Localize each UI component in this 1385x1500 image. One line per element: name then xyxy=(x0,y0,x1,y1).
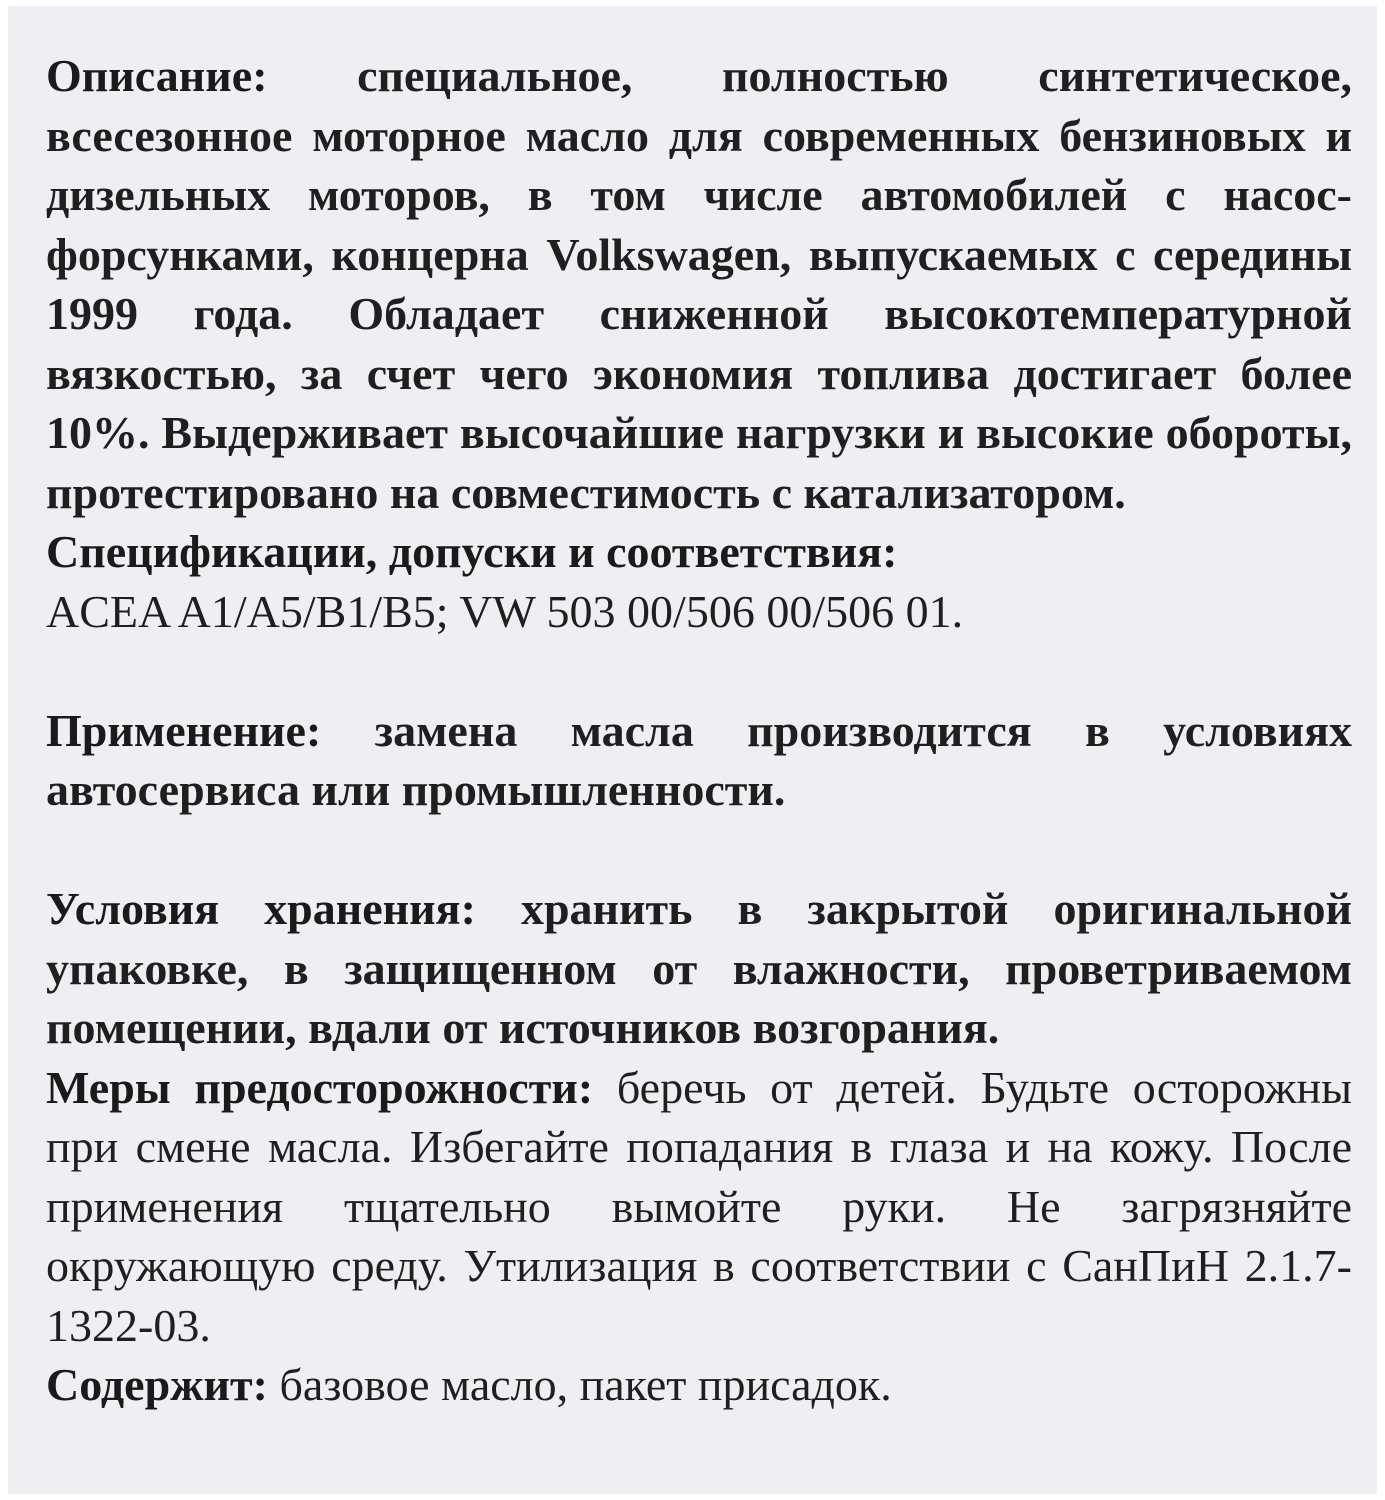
specifications-heading: Спецификации, допуски и соответствия: xyxy=(46,526,898,577)
contents-section xyxy=(46,1355,1352,1415)
application-heading: Применение: xyxy=(46,704,322,756)
product-label xyxy=(8,6,1377,1494)
specifications-heading-block xyxy=(46,522,1352,582)
precautions-text: беречь от детей. Будьте осторожны при смене масла. Избегайте попадания в глаза и на кожу. После применения тщательно вымойте руки. Не загрязняйте окружающую среду. Утилизация в соответствии с СанПиН 2.1.7-1322-03. xyxy=(46,1061,1352,1351)
description-section xyxy=(46,46,1352,522)
specifications-text: ACEA A1/A5/B1/B5; VW 503 00/506 00/506 01. xyxy=(46,585,964,637)
application-section xyxy=(46,701,1352,820)
storage-text: хранить в закрытой оригинальной упаковке, в защищенном от влажности, проветриваемом помещении, вдали от источников возгорания. xyxy=(46,883,1352,1053)
precautions-section xyxy=(46,1058,1352,1356)
precautions-heading: Меры предосторожности: xyxy=(46,1061,594,1113)
application-text: замена масла производится в условиях автосервиса или промышленности. xyxy=(46,704,1352,815)
label-text-column xyxy=(46,46,1352,1415)
specifications-section xyxy=(46,582,1352,642)
contents-text: базовое масло, пакет присадок. xyxy=(267,1359,892,1410)
description-text: специальное, полностью синтетическое, всесезонное моторное масло для современных бензиновых и дизельных моторов, в том числе автомобилей с насос-форсунками, концерна Volkswagen, выпускаемых с середины 1999 года. Обладает сниженной высокотемпературной вязкостью, за счет чего экономия топлива достигает более 10%. Выдерживает высочайшие нагрузки и высокие обороты, протестировано на совместимость с катализатором. xyxy=(46,50,1352,518)
storage-heading: Условия хранения: xyxy=(46,883,476,934)
storage-section xyxy=(46,879,1352,1058)
contents-heading: Содержит: xyxy=(46,1359,268,1410)
description-heading: Описание: xyxy=(46,50,268,101)
